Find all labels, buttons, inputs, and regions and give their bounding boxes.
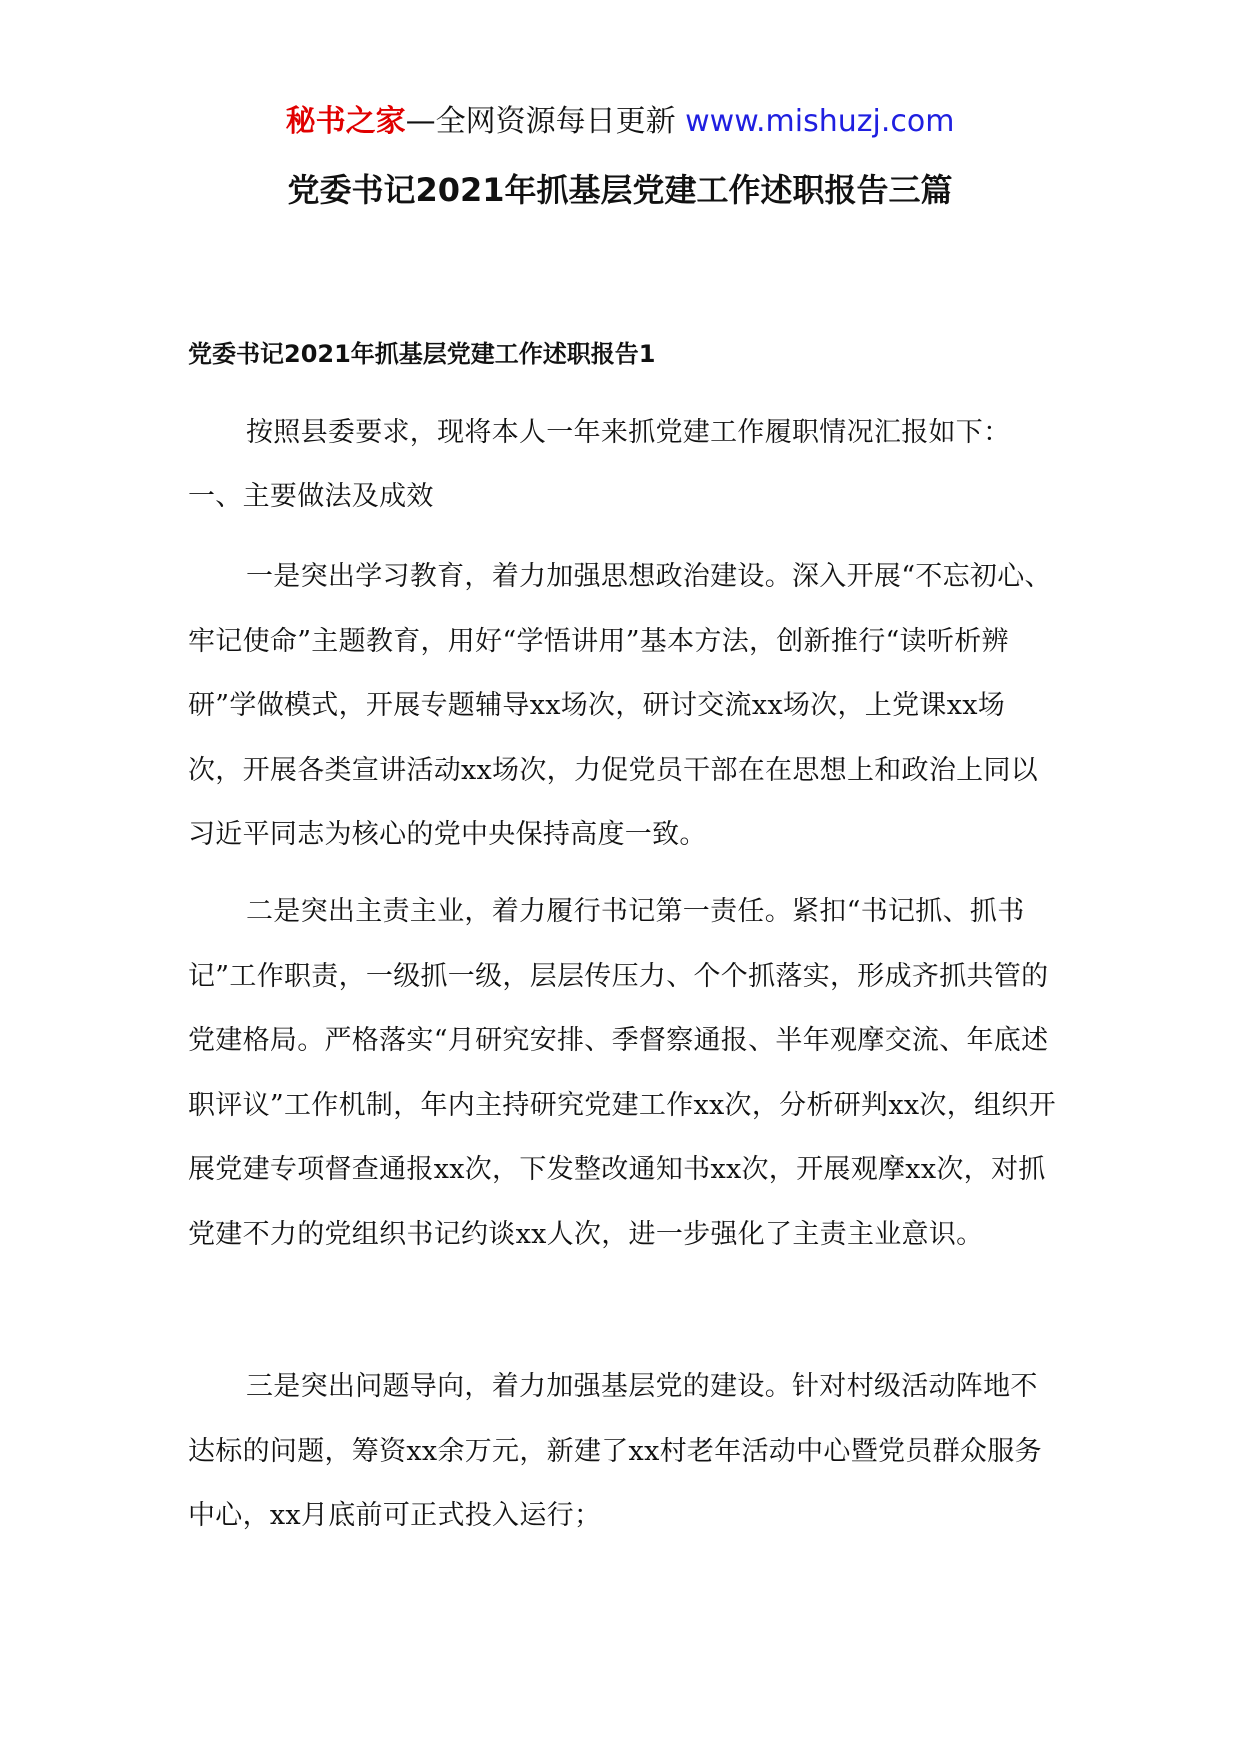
paragraph-problem-oriented: 三是突出问题导向，着力加强基层党的建设。针对村级活动阵地不达标的问题，筹资xx余万元，新建了xx村老年活动中心暨党员群众服务中心，xx月底前可正式投入运行；: [188, 1371, 1042, 1531]
paragraph-block-3: [188, 1355, 1058, 1549]
document-title: 党委书记2021年抓基层党建工作述职报告三篇: [287, 171, 953, 209]
paragraph-study-education: 一是突出学习教育，着力加强思想政治建设。深入开展“不忘初心、牢记使命”主题教育，用好“学悟讲用”基本方法，创新推行“读听析辨研”学做模式，开展专题辅导xx场次，研讨交流xx场次，上党课xx场次，开展各类宣讲活动xx场次，力促党员干部在在思想上和政治上同以习近平同志为核心的党中央保持高度一致。: [188, 561, 1052, 850]
paragraph-main-responsibility: 二是突出主责主业，着力履行书记第一责任。紧扣“书记抓、抓书记”工作职责，一级抓一级，层层传压力、个个抓落实，形成齐抓共管的党建格局。严格落实“月研究安排、季督察通报、半年观摩交流、年底述职评议”工作机制，年内主持研究党建工作xx次，分析研判xx次，组织开展党建专项督查通报xx次，下发整改通知书xx次，开展观摩xx次，对抓党建不力的党组织书记约谈xx人次，进一步强化了主责主业意识。: [188, 896, 1056, 1250]
intro-paragraph: 按照县委要求，现将本人一年来抓党建工作履职情况汇报如下：: [246, 417, 1011, 448]
paragraph-block-1: [188, 545, 1058, 868]
section-heading: 党委书记2021年抓基层党建工作述职报告1: [188, 340, 656, 368]
site-banner: [0, 100, 1240, 144]
site-url-link[interactable]: www.mishuzj.com: [685, 104, 955, 139]
paragraph-block-2: [188, 880, 1058, 1267]
subheading-block: [188, 465, 1058, 530]
intro-block: [188, 401, 1058, 466]
subheading-main-practices: 一、主要做法及成效: [188, 481, 434, 512]
brand-name: 秘书之家: [285, 104, 406, 139]
banner-tagline: —全网资源每日更新: [405, 104, 686, 139]
